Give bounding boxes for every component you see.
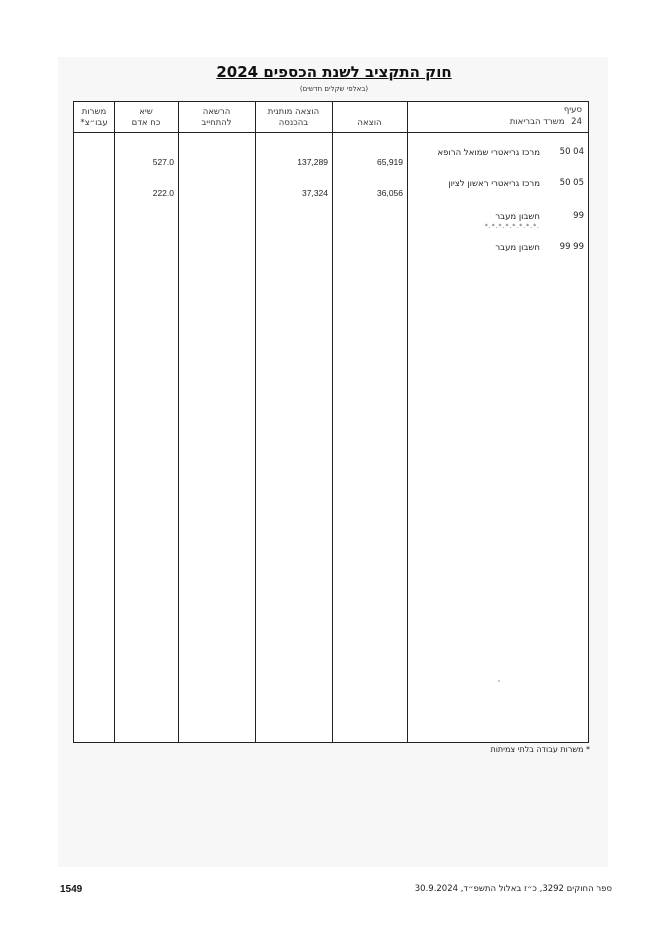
table-row	[74, 242, 588, 272]
header-manpower	[114, 107, 178, 129]
page-number: 1549	[60, 884, 83, 895]
header-workers-line2: עבו״צ*	[80, 118, 108, 128]
document-subtitle: (באלפי שקלים חדשים)	[299, 85, 369, 93]
footnote: * משרות עבודה בלתי צמיתות	[490, 745, 590, 754]
header-conditional-line1: הוצאה מותנית	[267, 107, 320, 117]
row-name: מרכז גריאטרי ראשון לציון	[448, 179, 540, 189]
header-conditional-expense	[255, 107, 332, 129]
row-conditional-expense: 37,324	[302, 188, 328, 198]
header-manpower-line1: שיא	[139, 107, 153, 117]
header-section	[412, 104, 582, 128]
row-name: מרכז גריאטרי שמואל הרופא	[437, 148, 540, 158]
header-section-name: משרד הבריאות	[509, 117, 565, 127]
row-manpower: 222.0	[152, 188, 174, 198]
row-code: 50 05	[559, 178, 584, 188]
header-manpower-line2: כח אדם	[131, 118, 161, 128]
row-expense: 65,919	[377, 157, 403, 167]
header-commitment-line1: הרשאה	[202, 107, 231, 117]
row-name: חשבון מעבר	[495, 212, 540, 222]
header-workers	[74, 107, 114, 129]
table-row	[74, 147, 588, 177]
budget-table	[73, 101, 589, 743]
row-code: 50 04	[559, 147, 584, 157]
document-title: חוק התקציב לשנת הכספים 2024	[216, 63, 452, 81]
row-manpower: 527.0	[152, 157, 174, 167]
header-workers-line1: משרות	[81, 107, 107, 117]
header-commitment-line2: להתחייב	[201, 118, 232, 128]
row-dots: .*.*.*.*.*.*.*.*	[484, 223, 540, 230]
footer-reference: ספר החוקים 3292, כ״ז באלול התשפ״ד, 30.9.2024	[414, 884, 612, 894]
header-section-code: 24	[571, 117, 582, 127]
header-conditional-line2: בהכנסה	[278, 118, 309, 128]
table-row	[74, 211, 588, 241]
row-conditional-expense: 137,289	[297, 157, 328, 167]
row-expense: 36,056	[377, 188, 403, 198]
table-header	[74, 102, 588, 133]
table-row	[74, 178, 588, 208]
row-code: 99	[573, 211, 584, 221]
scan-speck	[498, 680, 500, 682]
row-code: 99 99	[559, 242, 584, 252]
row-name: חשבון מעבר	[495, 243, 540, 253]
header-commitment	[178, 107, 255, 129]
header-section-label: סעיף	[563, 105, 582, 115]
header-expense: הוצאה	[357, 118, 382, 128]
